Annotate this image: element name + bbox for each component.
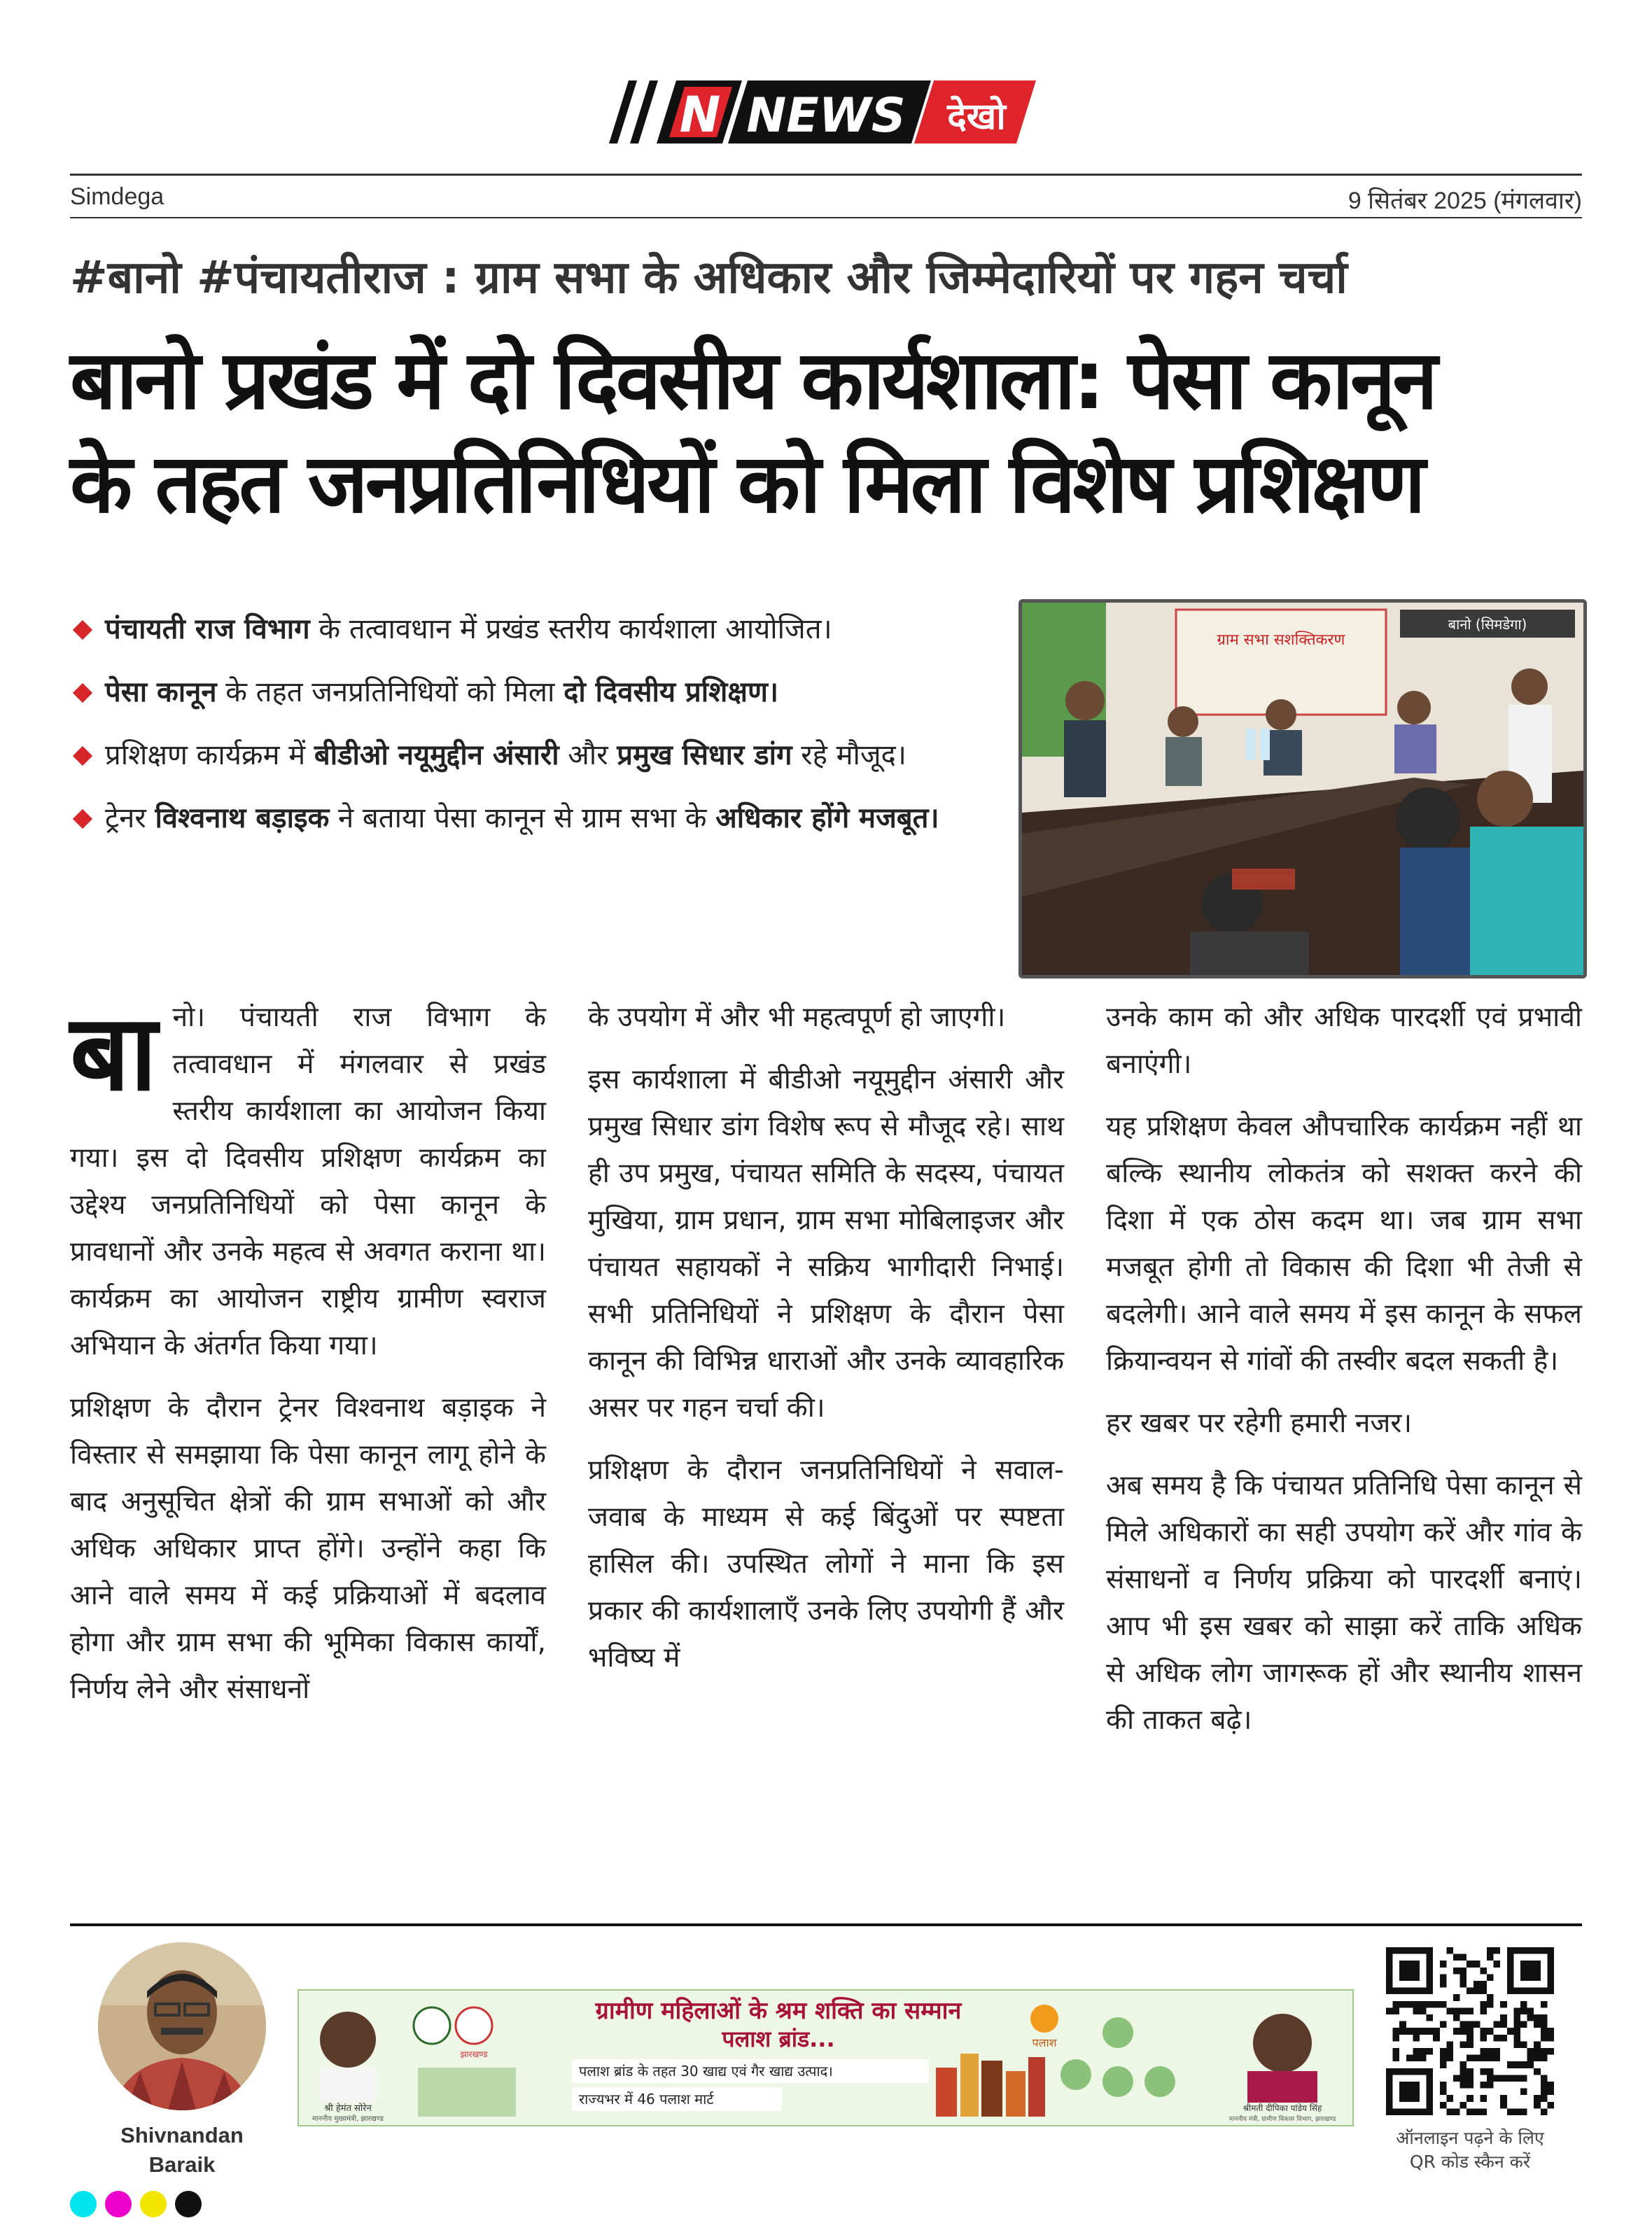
palash-advertisement[interactable] bbox=[298, 1989, 1354, 2126]
ad-illustration bbox=[299, 1991, 1352, 2125]
svg-text:माननीय मंत्री, ग्रामीण विकास व: माननीय मंत्री, ग्रामीण विकास विभाग, झारखण्ड bbox=[1228, 2116, 1336, 2123]
qr-caption-line-1: ऑनलाइन पढ़ने के लिए bbox=[1396, 2128, 1544, 2148]
svg-text:बानो (सिमडेगा): बानो (सिमडेगा) bbox=[1448, 616, 1527, 633]
swatch-cyan bbox=[70, 2191, 97, 2217]
headline-line-2: के तहत जनप्रतिनिधियों को मिला विशेष प्रशिक्षण bbox=[70, 437, 1423, 531]
article-paragraph: उनके काम को और अधिक पारदर्शी एवं प्रभावी बनाएंगी। bbox=[1106, 1002, 1582, 1080]
article-paragraph: प्रशिक्षण के दौरान ट्रेनर विश्वनाथ बड़ाइक ने विस्तार से समझाया कि पेसा कानून लागू होने के बाद अनुसूचित क्षेत्रों की ग्राम सभाओं को और अधिक अधिकार प्राप्त होंगे। उन्होंने कहा कि आने वाले समय में कई प्रक्रियाओं में बदलाव होगा और ग्राम सभा की भूमिका विकास कार्यों, निर्णय लेने और संसाधनों bbox=[70, 1392, 546, 1705]
author-avatar[interactable] bbox=[98, 1942, 266, 2110]
article-paragraph: इस कार्यशाला में बीडीओ नयूमुद्दीन अंसारी और प्रमुख सिधार डांग विशेष रूप से मौजूद रहे। साथ ही उप प्रमुख, पंचायत समिति के सदस्य, पंचायत मुखिया, ग्राम प्रधान, ग्राम सभा मोबिलाइजर और पंचायत सहायकों ने सक्रिय भागीदारी निभाई। सभी प्रतिनिधियों ने प्रशिक्षण के दौरान पेसा कानून की विभिन्न धाराओं और उनके व्यावहारिक असर पर गहन चर्चा की। bbox=[588, 1064, 1064, 1424]
workshop-photo[interactable] bbox=[1018, 599, 1587, 979]
article-column-2 bbox=[588, 994, 1064, 1759]
swatch-yellow bbox=[140, 2191, 167, 2217]
workshop-photo-illustration bbox=[1022, 603, 1583, 975]
article-paragraph: प्रशिक्षण के दौरान जनप्रतिनिधियों ने सवाल-जवाब के माध्यम से कई बिंदुओं पर स्पष्टता हासिल की। उपस्थित लोगों ने माना कि इस प्रकार की कार्यशालाएँ उनके लिए उपयोगी हैं और भविष्य में bbox=[588, 1454, 1064, 1674]
article-paragraph: हर खबर पर रहेगी हमारी नजर। bbox=[1106, 1408, 1413, 1439]
dateline bbox=[70, 183, 1582, 216]
kicker: #बानो #पंचायतीराज : ग्राम सभा के अधिकार और जिम्मेदारियों पर गहन चर्चा bbox=[70, 252, 1348, 304]
svg-text:श्रीमती दीपिका पांडेय सिंह: श्रीमती दीपिका पांडेय सिंह bbox=[1242, 2103, 1322, 2113]
highlight-item: ट्रेनर विश्वनाथ बड़ाइक ने बताया पेसा कानून से ग्राम सभा के अधिकार होंगे मजबूत। bbox=[70, 791, 1001, 846]
svg-text:झारखण्ड: झारखण्ड bbox=[460, 2049, 488, 2059]
author-avatar-illustration bbox=[98, 1942, 266, 2110]
qr-caption bbox=[1365, 2126, 1575, 2174]
masthead bbox=[0, 77, 1652, 154]
article-paragraph: यह प्रशिक्षण केवल औपचारिक कार्यक्रम नहीं था बल्कि स्थानीय लोकतंत्र को सशक्त करने की दिशा में एक ठोस कदम था। जब ग्राम सभा मजबूत होगी तो विकास की दिशा भी तेजी से बदलेगी। आने वाले समय में इस कानून के सफल क्रियान्वयन से गांवों की तस्वीर बदल सकती है। bbox=[1106, 1111, 1582, 1377]
svg-text:पलाश ब्रांड...: पलाश ब्रांड... bbox=[722, 2026, 835, 2052]
highlight-item: पेसा कानून के तहत जनप्रतिनिधियों को मिला दो दिवसीय प्रशिक्षण। bbox=[70, 665, 1001, 720]
drop-cap: बा bbox=[70, 993, 158, 1114]
qr-code[interactable] bbox=[1386, 1947, 1554, 2115]
article-paragraph: बानो। पंचायती राज विभाग के तत्वावधान में मंगलवार से प्रखंड स्तरीय कार्यशाला का आयोजन किया गया। इस दो दिवसीय प्रशिक्षण कार्यक्रम का उद्देश्य जनप्रतिनिधियों को पेसा कानून के प्रावधानों और उनके महत्व से अवगत कराना था। कार्यक्रम का आयोजन राष्ट्रीय ग्रामीण स्वराज अभियान के अंतर्गत किया गया। bbox=[70, 993, 546, 1361]
logo-news-text: NEWS bbox=[746, 88, 906, 143]
logo-slash-1 bbox=[609, 80, 637, 143]
svg-text:पलाश ब्रांड के तहत 30 खाद्य एव: पलाश ब्रांड के तहत 30 खाद्य एवं गैर खाद्य उत्पाद। bbox=[579, 2063, 833, 2080]
author-last-name: Baraik bbox=[148, 2152, 216, 2177]
logo-dekho-text: देखो bbox=[947, 96, 1006, 138]
diamond-bullet-icon bbox=[73, 746, 92, 766]
footer-rule bbox=[70, 1923, 1582, 1926]
diamond-bullet-icon bbox=[73, 620, 92, 640]
svg-text:पलाश: पलाश bbox=[1032, 2036, 1057, 2049]
color-swatches bbox=[70, 2191, 202, 2217]
author-first-name: Shivnandan bbox=[120, 2123, 244, 2147]
swatch-magenta bbox=[105, 2191, 132, 2217]
article-body bbox=[70, 994, 1582, 1759]
dateline-rule bbox=[70, 217, 1582, 218]
article-column-3 bbox=[1106, 994, 1582, 1759]
swatch-black bbox=[175, 2191, 202, 2217]
top-rule bbox=[70, 174, 1582, 176]
highlight-item: प्रशिक्षण कार्यक्रम में बीडीओ नयूमुद्दीन अंसारी और प्रमुख सिधार डांग रहे मौजूद। bbox=[70, 728, 1001, 783]
svg-text:ग्रामीण महिलाओं के श्रम शक्ति: ग्रामीण महिलाओं के श्रम शक्ति का सम्मान bbox=[595, 1997, 962, 2025]
author-name bbox=[84, 2121, 280, 2180]
highlight-item: पंचायती राज विभाग के तत्वावधान में प्रखंड स्तरीय कार्यशाला आयोजित। bbox=[70, 602, 1001, 657]
highlights-list bbox=[70, 602, 1001, 854]
article-paragraph: अब समय है कि पंचायत प्रतिनिधि पेसा कानून से मिले अधिकारों का सही उपयोग करें और गांव के संसाधनों व निर्णय प्रक्रिया को पारदर्शी बनाएं। आप भी इस खबर को साझा करें ताकि अधिक से अधिक लोग जागरूक हों और स्थानीय शासन की ताकत बढ़े। bbox=[1106, 1470, 1582, 1736]
qr-caption-line-2: QR कोड स्कैन करें bbox=[1409, 2152, 1531, 2172]
svg-text:श्री हेमंत सोरेन: श्री हेमंत सोरेन bbox=[324, 2103, 372, 2114]
svg-text:राज्यभर में 46 पलाश मार्ट: राज्यभर में 46 पलाश मार्ट bbox=[579, 2091, 714, 2108]
logo-letter: N bbox=[679, 86, 721, 143]
logo-slash-2 bbox=[630, 80, 658, 143]
news-dekho-logo[interactable] bbox=[602, 77, 1050, 147]
diamond-bullet-icon bbox=[73, 809, 92, 829]
date: 9 सितंबर 2025 (मंगलवार) bbox=[1348, 188, 1582, 214]
svg-text:माननीय मुख्यमंत्री, झारखण्ड: माननीय मुख्यमंत्री, झारखण्ड bbox=[312, 2115, 384, 2123]
diamond-bullet-icon bbox=[73, 683, 92, 703]
headline bbox=[70, 329, 1596, 536]
headline-line-1: बानो प्रखंड में दो दिवसीय कार्यशाला: पेसा कानून bbox=[70, 333, 1435, 428]
article-column-1 bbox=[70, 994, 546, 1759]
article-paragraph: के उपयोग में और भी महत्वपूर्ण हो जाएगी। bbox=[588, 1002, 1006, 1033]
svg-text:ग्राम सभा सशक्तिकरण: ग्राम सभा सशक्तिकरण bbox=[1217, 631, 1345, 649]
location: Simdega bbox=[70, 183, 164, 210]
